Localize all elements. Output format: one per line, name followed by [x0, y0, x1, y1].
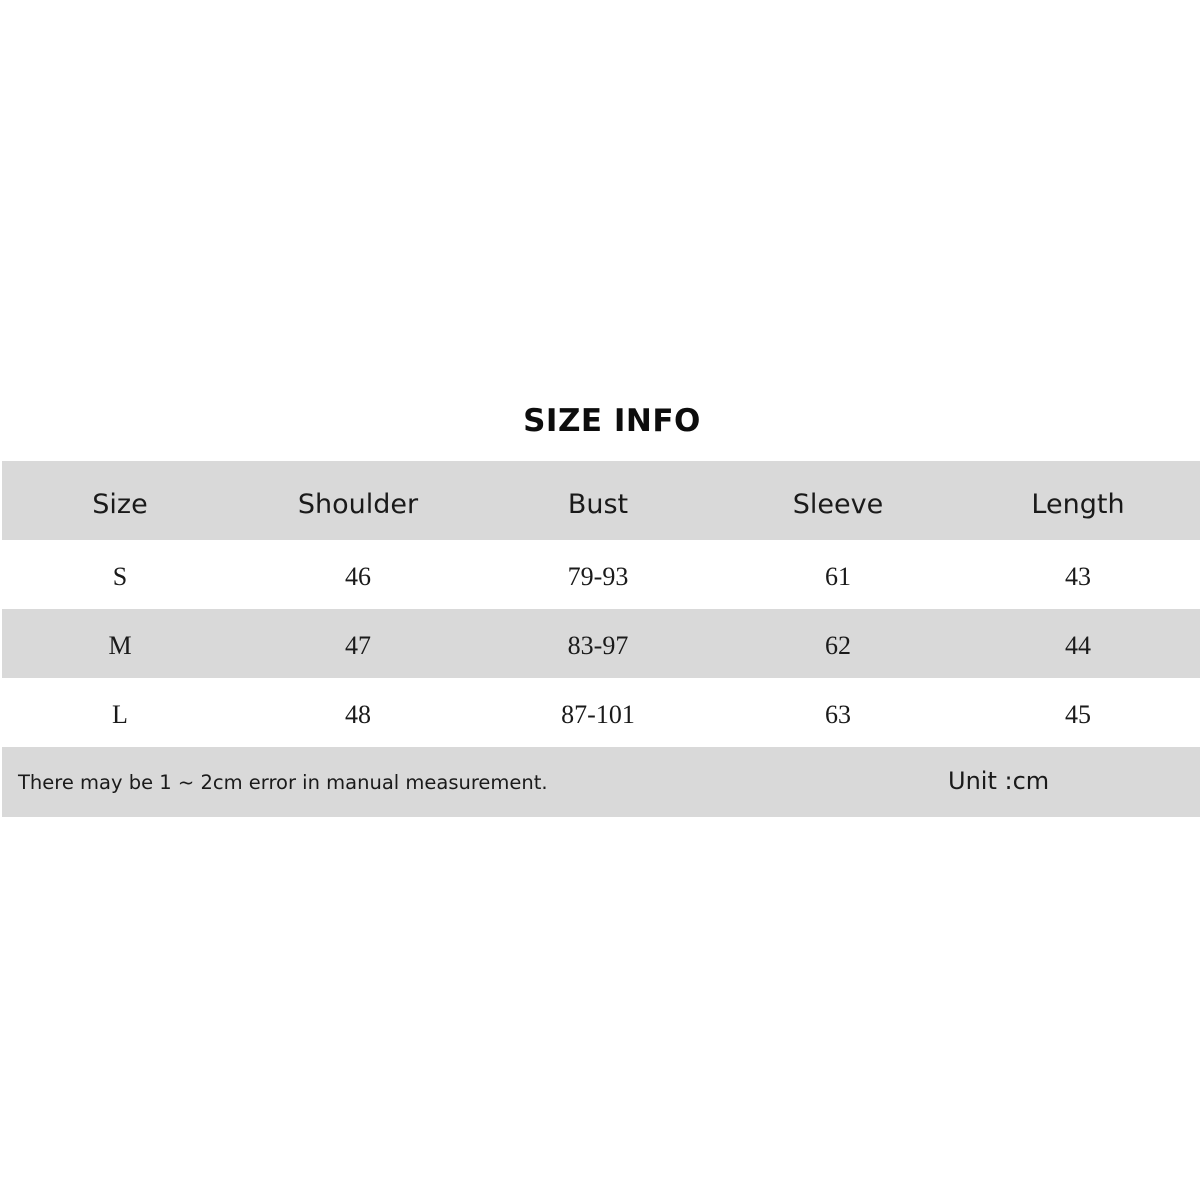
cell-length: 43: [1065, 561, 1091, 591]
cell-bust: 83-97: [567, 630, 629, 660]
table-footer: [2, 747, 1200, 817]
size-table: [2, 461, 1200, 817]
table-header-row: [2, 461, 1200, 540]
cell-shoulder: 47: [345, 630, 371, 660]
table-row: [2, 678, 1200, 747]
cell-size: S: [112, 561, 128, 591]
cell-sleeve: 63: [825, 699, 851, 729]
header-bust: Bust: [567, 489, 629, 520]
header-length: Length: [1031, 489, 1125, 520]
measurement-note: There may be 1 ~ 2cm error in manual measurement.: [18, 771, 548, 794]
unit-label: Unit :cm: [948, 767, 1050, 795]
cell-size: L: [112, 699, 128, 729]
cell-length: 44: [1065, 630, 1091, 660]
cell-sleeve: 62: [825, 630, 851, 660]
cell-shoulder: 46: [345, 561, 371, 591]
cell-length: 45: [1065, 699, 1091, 729]
cell-bust: 87-101: [561, 699, 635, 729]
cell-size: M: [108, 630, 132, 660]
header-shoulder: Shoulder: [297, 489, 419, 520]
cell-sleeve: 61: [825, 561, 851, 591]
header-sleeve: Sleeve: [792, 489, 884, 520]
table-row: [2, 540, 1200, 609]
table-row: [2, 609, 1200, 678]
header-size: Size: [92, 489, 148, 520]
page-title: SIZE INFO: [523, 403, 701, 439]
cell-bust: 79-93: [567, 561, 629, 591]
cell-shoulder: 48: [345, 699, 371, 729]
